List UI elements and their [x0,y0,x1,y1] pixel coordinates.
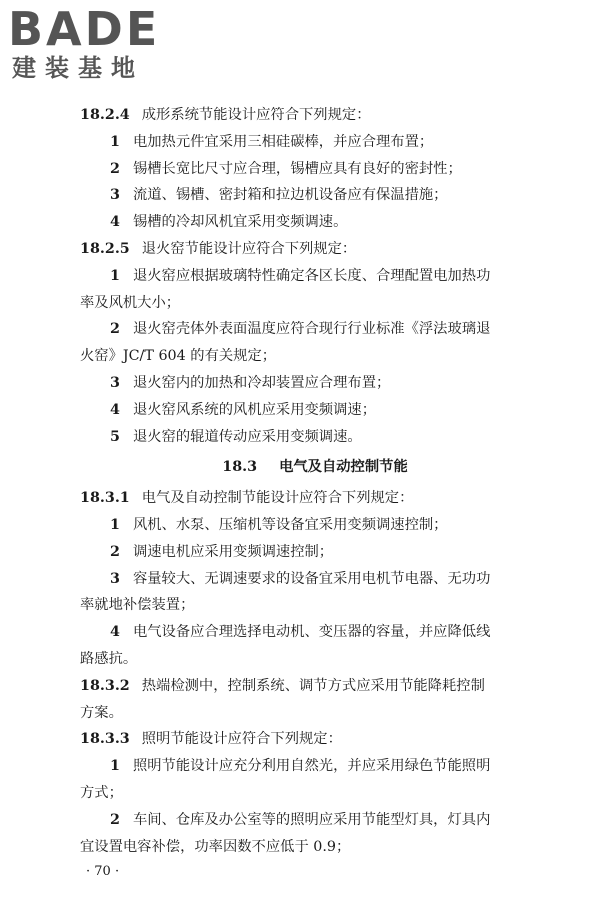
item-text: 退火窑的辊道传动应采用变频调速。 [132,428,362,445]
logo-subtitle: 建装基地 [12,54,144,82]
item-number: 2 [110,160,120,177]
list-item [80,316,550,343]
continuation-line: 方式； [80,784,123,801]
list-item [80,619,550,646]
item-number: 4 [110,624,120,641]
item-text: 锡槽长宽比尺寸应合理，锡槽应具有良好的密封性； [132,160,462,177]
item-text: 退火窑壳体外表面温度应符合现行行业标准《浮法玻璃退 [132,321,491,338]
list-item [80,424,550,451]
item-number: 1 [110,267,120,284]
item-number: 1 [110,758,120,775]
clause-line [80,485,550,512]
list-item [80,156,550,183]
list-item [80,753,550,780]
item-number: 2 [110,543,120,560]
list-item [80,263,550,290]
continuation-line: 率及风机大小； [80,294,181,311]
clause-line [80,102,550,129]
list-item [80,129,550,156]
clause-text: 成形系统节能设计应符合下列规定： [141,107,371,123]
item-text: 电气设备应合理选择电动机、变压器的容量，并应降低线 [132,624,491,641]
item-text: 锡槽的冷却风机宜采用变频调速。 [132,214,348,231]
logo-wordmark: BADE [8,2,161,56]
item-number: 3 [110,374,120,391]
item-number: 3 [110,187,120,204]
item-text: 调速电机应采用变频调速控制； [132,543,334,560]
item-text: 退火窑应根据玻璃特性确定各区长度、合理配置电加热功 [132,267,491,284]
section-heading [80,454,550,481]
item-text: 容量较大、无调速要求的设备宜采用电机节电器、无功功 [132,570,491,587]
page-number: · 70 · [86,864,120,880]
clause-line [80,673,550,700]
item-text: 照明节能设计应充分利用自然光，并应采用绿色节能照明 [132,758,491,775]
item-text: 车间、仓库及办公室等的照明应采用节能型灯具，灯具内 [132,811,491,828]
clause-text: 退火窑节能设计应符合下列规定： [141,240,357,257]
continuation-line: 宜设置电容补偿，功率因数不应低于 0.9； [80,838,351,855]
item-number: 2 [110,811,120,828]
item-number: 4 [110,401,120,418]
item-number: 1 [110,133,120,150]
continuation-line: 方案。 [80,704,123,721]
list-item [80,370,550,397]
item-number: 4 [110,214,120,231]
clause-line [80,726,550,753]
item-number: 1 [110,516,120,533]
item-text: 风机、水泵、压缩机等设备宜采用变频调速控制； [132,516,448,533]
clause-number: 18.2.4 [80,107,130,123]
item-number: 3 [110,570,120,587]
heading-number: 18.3 [222,459,258,476]
item-text: 退火窑内的加热和冷却装置应合理布置； [132,374,391,391]
clause-text: 照明节能设计应符合下列规定： [141,731,342,748]
list-item [80,539,550,566]
clause-number: 18.2.5 [80,240,130,257]
list-item [80,182,550,209]
continuation-line: 路感抗。 [80,650,138,667]
item-text: 流道、锡槽、密封箱和拉边机设备应有保温措施； [132,187,448,204]
item-number: 2 [110,321,120,338]
bade-logo [8,4,178,88]
continuation-line: 火窑》JC/T 604 的有关规定； [80,348,277,365]
list-item [80,566,550,593]
list-item [80,512,550,539]
clause-line [80,236,550,263]
clause-text: 热端检测中，控制系统、调节方式应采用节能降耗控制 [141,677,485,694]
list-item [80,397,550,424]
item-text: 退火窑风系统的风机应采用变频调速； [132,401,376,418]
list-item [80,807,550,834]
clause-text: 电气及自动控制节能设计应符合下列规定： [141,490,414,507]
item-text: 电加热元件宜采用三相硅碳棒，并应合理布置； [132,133,434,150]
continuation-line: 率就地补偿装置； [80,597,195,614]
list-item [80,209,550,236]
clause-number: 18.3.1 [80,490,130,507]
document-body [80,102,550,882]
heading-text: 电气及自动控制节能 [279,459,408,476]
clause-number: 18.3.2 [80,677,130,694]
clause-number: 18.3.3 [80,731,130,748]
item-number: 5 [110,428,120,445]
